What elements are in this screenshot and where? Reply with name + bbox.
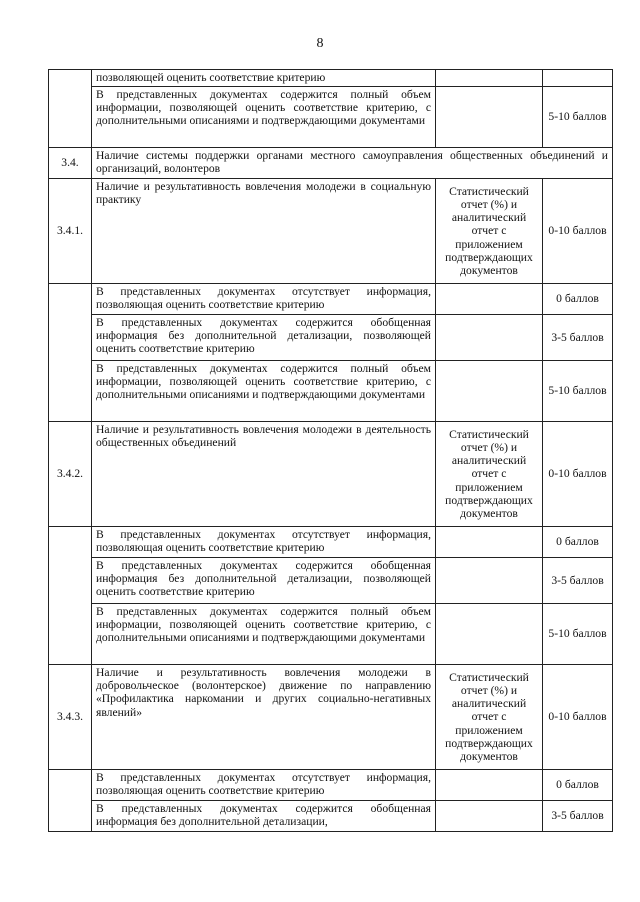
table-row [49, 527, 613, 558]
table-row [49, 70, 613, 87]
score-range: 3-5 баллов [543, 558, 613, 604]
evidence-document [436, 558, 543, 604]
score-range: 0 баллов [543, 284, 613, 315]
score-range: 5-10 баллов [543, 361, 613, 422]
evidence-document [436, 361, 543, 422]
criterion-description: позволяющей оценить соответствие критерию [92, 70, 436, 87]
criterion-description: В представленных документах содержится полный объем информации, позволяющей оценить соответствие критерию, с дополнительными описаниями и подтверждающими документами [92, 604, 436, 665]
table-row [49, 770, 613, 801]
criterion-description: В представленных документах содержится обобщенная информация без дополнительной детализации, [92, 801, 436, 832]
criterion-description: В представленных документах отсутствует информация, позволяющая оценить соответствие критерию [92, 770, 436, 801]
criterion-description: В представленных документах содержится обобщенная информация без дополнительной детализации, позволяющей оценить соответствие критерию [92, 558, 436, 604]
score-range: 5-10 баллов [543, 87, 613, 148]
score-range: 3-5 баллов [543, 801, 613, 832]
table-row [49, 284, 613, 315]
criterion-number [49, 284, 92, 422]
table-row [49, 422, 613, 527]
table-row [49, 361, 613, 422]
evidence-document: Статистический отчет (%) и аналитический отчет с приложением подтверждающих документов [436, 665, 543, 770]
table-row [49, 665, 613, 770]
criterion-description: В представленных документах содержится обобщенная информация без дополнительной детализации, позволяющей оценить соответствие критерию [92, 315, 436, 361]
score-range: 0 баллов [543, 770, 613, 801]
criterion-description: Наличие и результативность вовлечения молодежи в социальную практику [92, 179, 436, 284]
evidence-document: Статистический отчет (%) и аналитический отчет с приложением подтверждающих документов [436, 179, 543, 284]
evidence-document: Статистический отчет (%) и аналитический отчет с приложением подтверждающих документов [436, 422, 543, 527]
evidence-document [436, 770, 543, 801]
evidence-document [436, 801, 543, 832]
score-range [543, 70, 613, 87]
evidence-document [436, 284, 543, 315]
criterion-description: Наличие и результативность вовлечения молодежи в деятельность общественных объединений [92, 422, 436, 527]
score-range: 0-10 баллов [543, 179, 613, 284]
table-row [49, 558, 613, 604]
score-range: 0-10 баллов [543, 665, 613, 770]
score-range: 3-5 баллов [543, 315, 613, 361]
score-range: 0 баллов [543, 527, 613, 558]
table-row [49, 315, 613, 361]
criterion-number [49, 70, 92, 148]
criterion-number: 3.4.3. [49, 665, 92, 770]
criterion-number: 3.4.2. [49, 422, 92, 527]
table-row [49, 801, 613, 832]
section-number: 3.4. [49, 148, 92, 179]
criterion-number [49, 527, 92, 665]
criterion-description: В представленных документах содержится полный объем информации, позволяющей оценить соответствие критерию, с дополнительными описаниями и подтверждающими документами [92, 87, 436, 148]
table-row [49, 179, 613, 284]
evidence-document [436, 527, 543, 558]
criteria-table [48, 69, 613, 832]
criterion-description: В представленных документах содержится полный объем информации, позволяющей оценить соответствие критерию, с дополнительными описаниями и подтверждающими документами [92, 361, 436, 422]
evidence-document [436, 70, 543, 87]
section-title: Наличие системы поддержки органами местного самоуправления общественных объединений и организаций, волонтеров [92, 148, 613, 179]
table-row [49, 87, 613, 148]
criterion-number: 3.4.1. [49, 179, 92, 284]
score-range: 5-10 баллов [543, 604, 613, 665]
table-row [49, 604, 613, 665]
score-range: 0-10 баллов [543, 422, 613, 527]
criterion-description: В представленных документах отсутствует информация, позволяющая оценить соответствие критерию [92, 284, 436, 315]
evidence-document [436, 604, 543, 665]
page-number: 8 [316, 36, 324, 51]
evidence-document [436, 87, 543, 148]
criterion-description: Наличие и результативность вовлечения молодежи в добровольческое (волонтерское) движение по направлению «Профилактика наркомании и других социально-негативных явлений» [92, 665, 436, 770]
criterion-number [49, 770, 92, 832]
evidence-document [436, 315, 543, 361]
criterion-description: В представленных документах отсутствует информация, позволяющая оценить соответствие критерию [92, 527, 436, 558]
section-row [49, 148, 613, 179]
